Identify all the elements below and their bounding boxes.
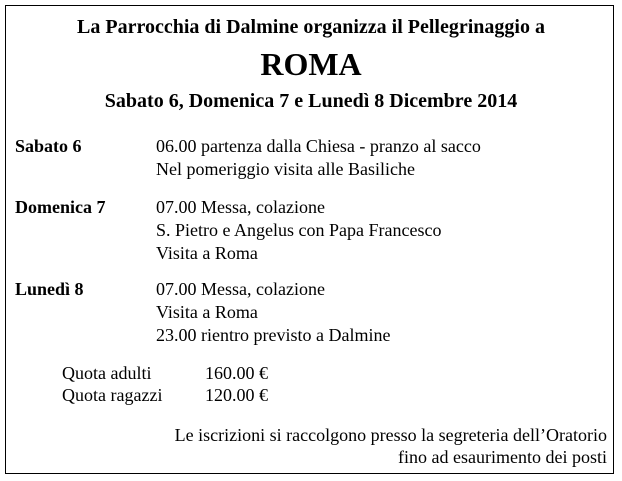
destination-title: ROMA xyxy=(260,46,362,82)
schedule-line: 06.00 partenza dalla Chiesa - pranzo al sacco xyxy=(156,136,481,156)
day-label-lunedi: Lunedì 8 xyxy=(15,279,84,299)
schedule-line: S. Pietro e Angelus con Papa Francesco xyxy=(156,220,442,240)
schedule-line: Visita a Roma xyxy=(156,243,258,263)
schedule-line: 23.00 rientro previsto a Dalmine xyxy=(156,325,391,345)
registration-note-end: fino ad esaurimento dei posti xyxy=(398,447,607,467)
schedule-line: Visita a Roma xyxy=(156,302,258,322)
day-label-domenica: Domenica 7 xyxy=(15,197,106,217)
registration-note: Le iscrizioni si raccolgono presso la segreteria dell’Oratorio xyxy=(174,425,607,445)
price-value-adulti: 160.00 € xyxy=(205,363,268,383)
day-label-sabato: Sabato 6 xyxy=(15,136,82,156)
schedule-line: 07.00 Messa, colazione xyxy=(156,279,325,299)
price-label-adulti: Quota adulti xyxy=(62,363,152,383)
schedule-line: Nel pomeriggio visita alle Basiliche xyxy=(156,159,415,179)
price-label-ragazzi: Quota ragazzi xyxy=(62,385,163,405)
dates-line: Sabato 6, Domenica 7 e Lunedì 8 Dicembre 2014 xyxy=(104,90,518,112)
header-intro: La Parrocchia di Dalmine organizza il Pellegrinaggio a xyxy=(77,16,545,38)
schedule-line: 07.00 Messa, colazione xyxy=(156,197,325,217)
price-value-ragazzi: 120.00 € xyxy=(205,385,268,405)
